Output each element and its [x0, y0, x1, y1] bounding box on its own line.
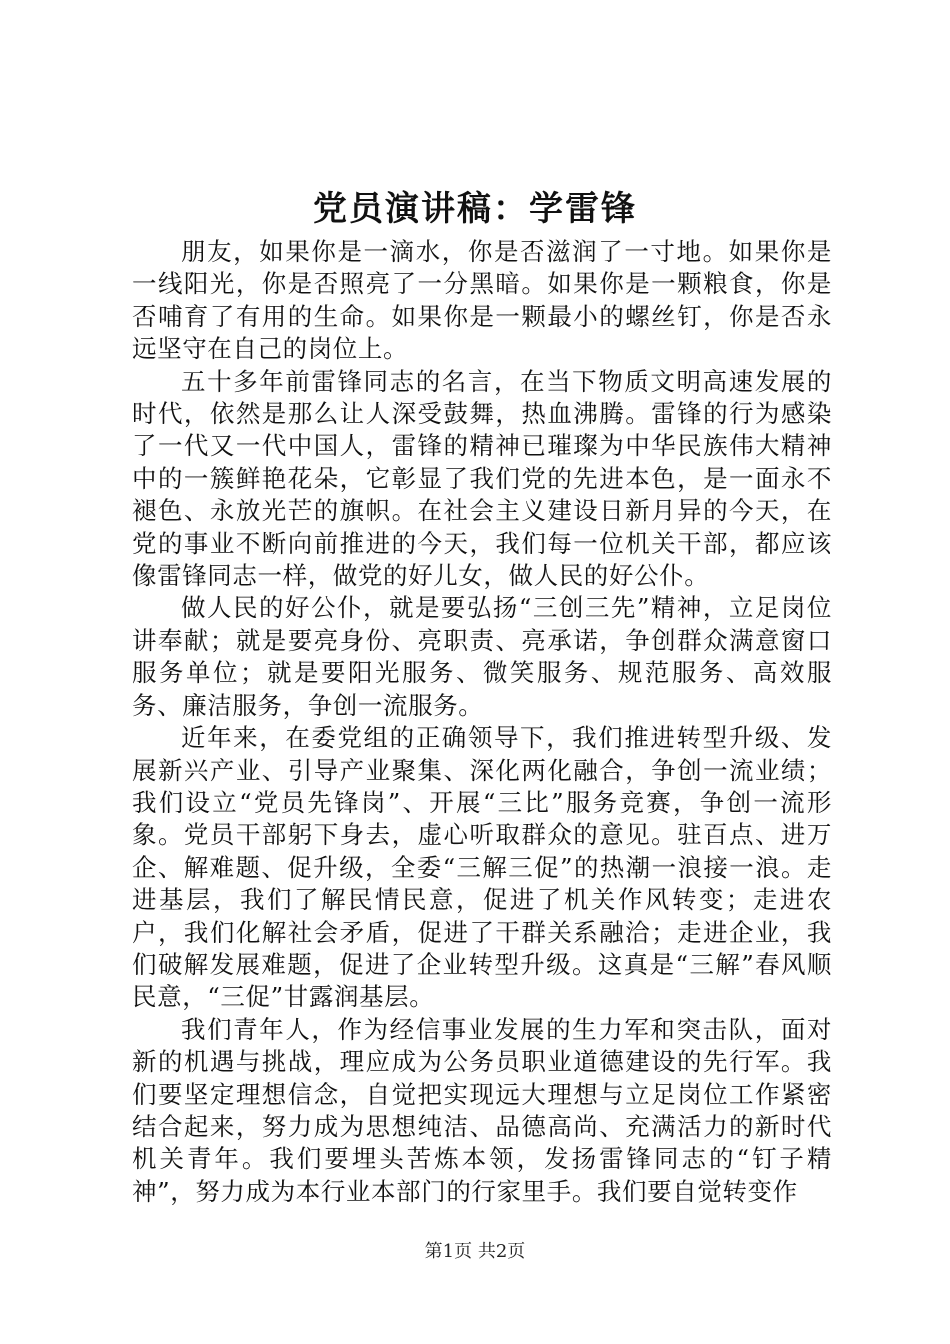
- document-title: 党员演讲稿：学雷锋: [313, 189, 637, 229]
- page-footer: 第1页 共2页: [424, 1241, 526, 1262]
- paragraph-5: 我们青年人，作为经信事业发展的生力军和突击队，面对新的机遇与挑战，理应成为公务员职业道德建设的先行军。我们要坚定理想信念，自觉把实现远大理想与立足岗位工作紧密结合起来，努力成为思想纯洁、品德高尚、充满活力的新时代机关青年。我们要埋头苦炼本领，发扬雷锋同志的“钉子精神”，努力成为本行业本部门的行家里手。我们要自觉转变作: [132, 1014, 832, 1206]
- paragraph-2: 五十多年前雷锋同志的名言，在当下物质文明高速发展的时代，依然是那么让人深受鼓舞，热血沸腾。雷锋的行为感染了一代又一代中国人，雷锋的精神已璀璨为中华民族伟大精神中的一簇鲜艳花朵，它彰显了我们党的先进本色，是一面永不褪色、永放光芒的旗帜。在社会主义建设日新月异的今天，在党的事业不断向前推进的今天，我们每一位机关干部，都应该像雷锋同志一样，做党的好儿女，做人民的好公仆。: [132, 366, 832, 591]
- paragraph-4: 近年来，在委党组的正确领导下，我们推进转型升级、发展新兴产业、引导产业聚集、深化两化融合，争创一流业绩；我们设立“党员先锋岗”、开展“三比”服务竞赛，争创一流形象。党员干部躬下身去，虚心听取群众的意见。驻百点、进万企、解难题、促升级，全委“三解三促”的热潮一浪接一浪。走进基层，我们了解民情民意，促进了机关作风转变；走进农户，我们化解社会矛盾，促进了干群关系融洽；走进企业，我们破解发展难题，促进了企业转型升级。这真是“三解”春风顺民意，“三促”甘露润基层。: [132, 723, 832, 1012]
- paragraph-3: 做人民的好公仆，就是要弘扬“三创三先”精神，立足岗位讲奉献；就是要亮身份、亮职责、亮承诺，争创群众满意窗口服务单位；就是要阳光服务、微笑服务、规范服务、高效服务、廉洁服务，争创一流服务。: [132, 593, 832, 720]
- document-body: [132, 236, 832, 1208]
- paragraph-1: 朋友，如果你是一滴水，你是否滋润了一寸地。如果你是一线阳光，你是否照亮了一分黑暗。如果你是一颗粮食，你是否哺育了有用的生命。如果你是一颗最小的螺丝钉，你是否永远坚守在自己的岗位上。: [132, 237, 832, 364]
